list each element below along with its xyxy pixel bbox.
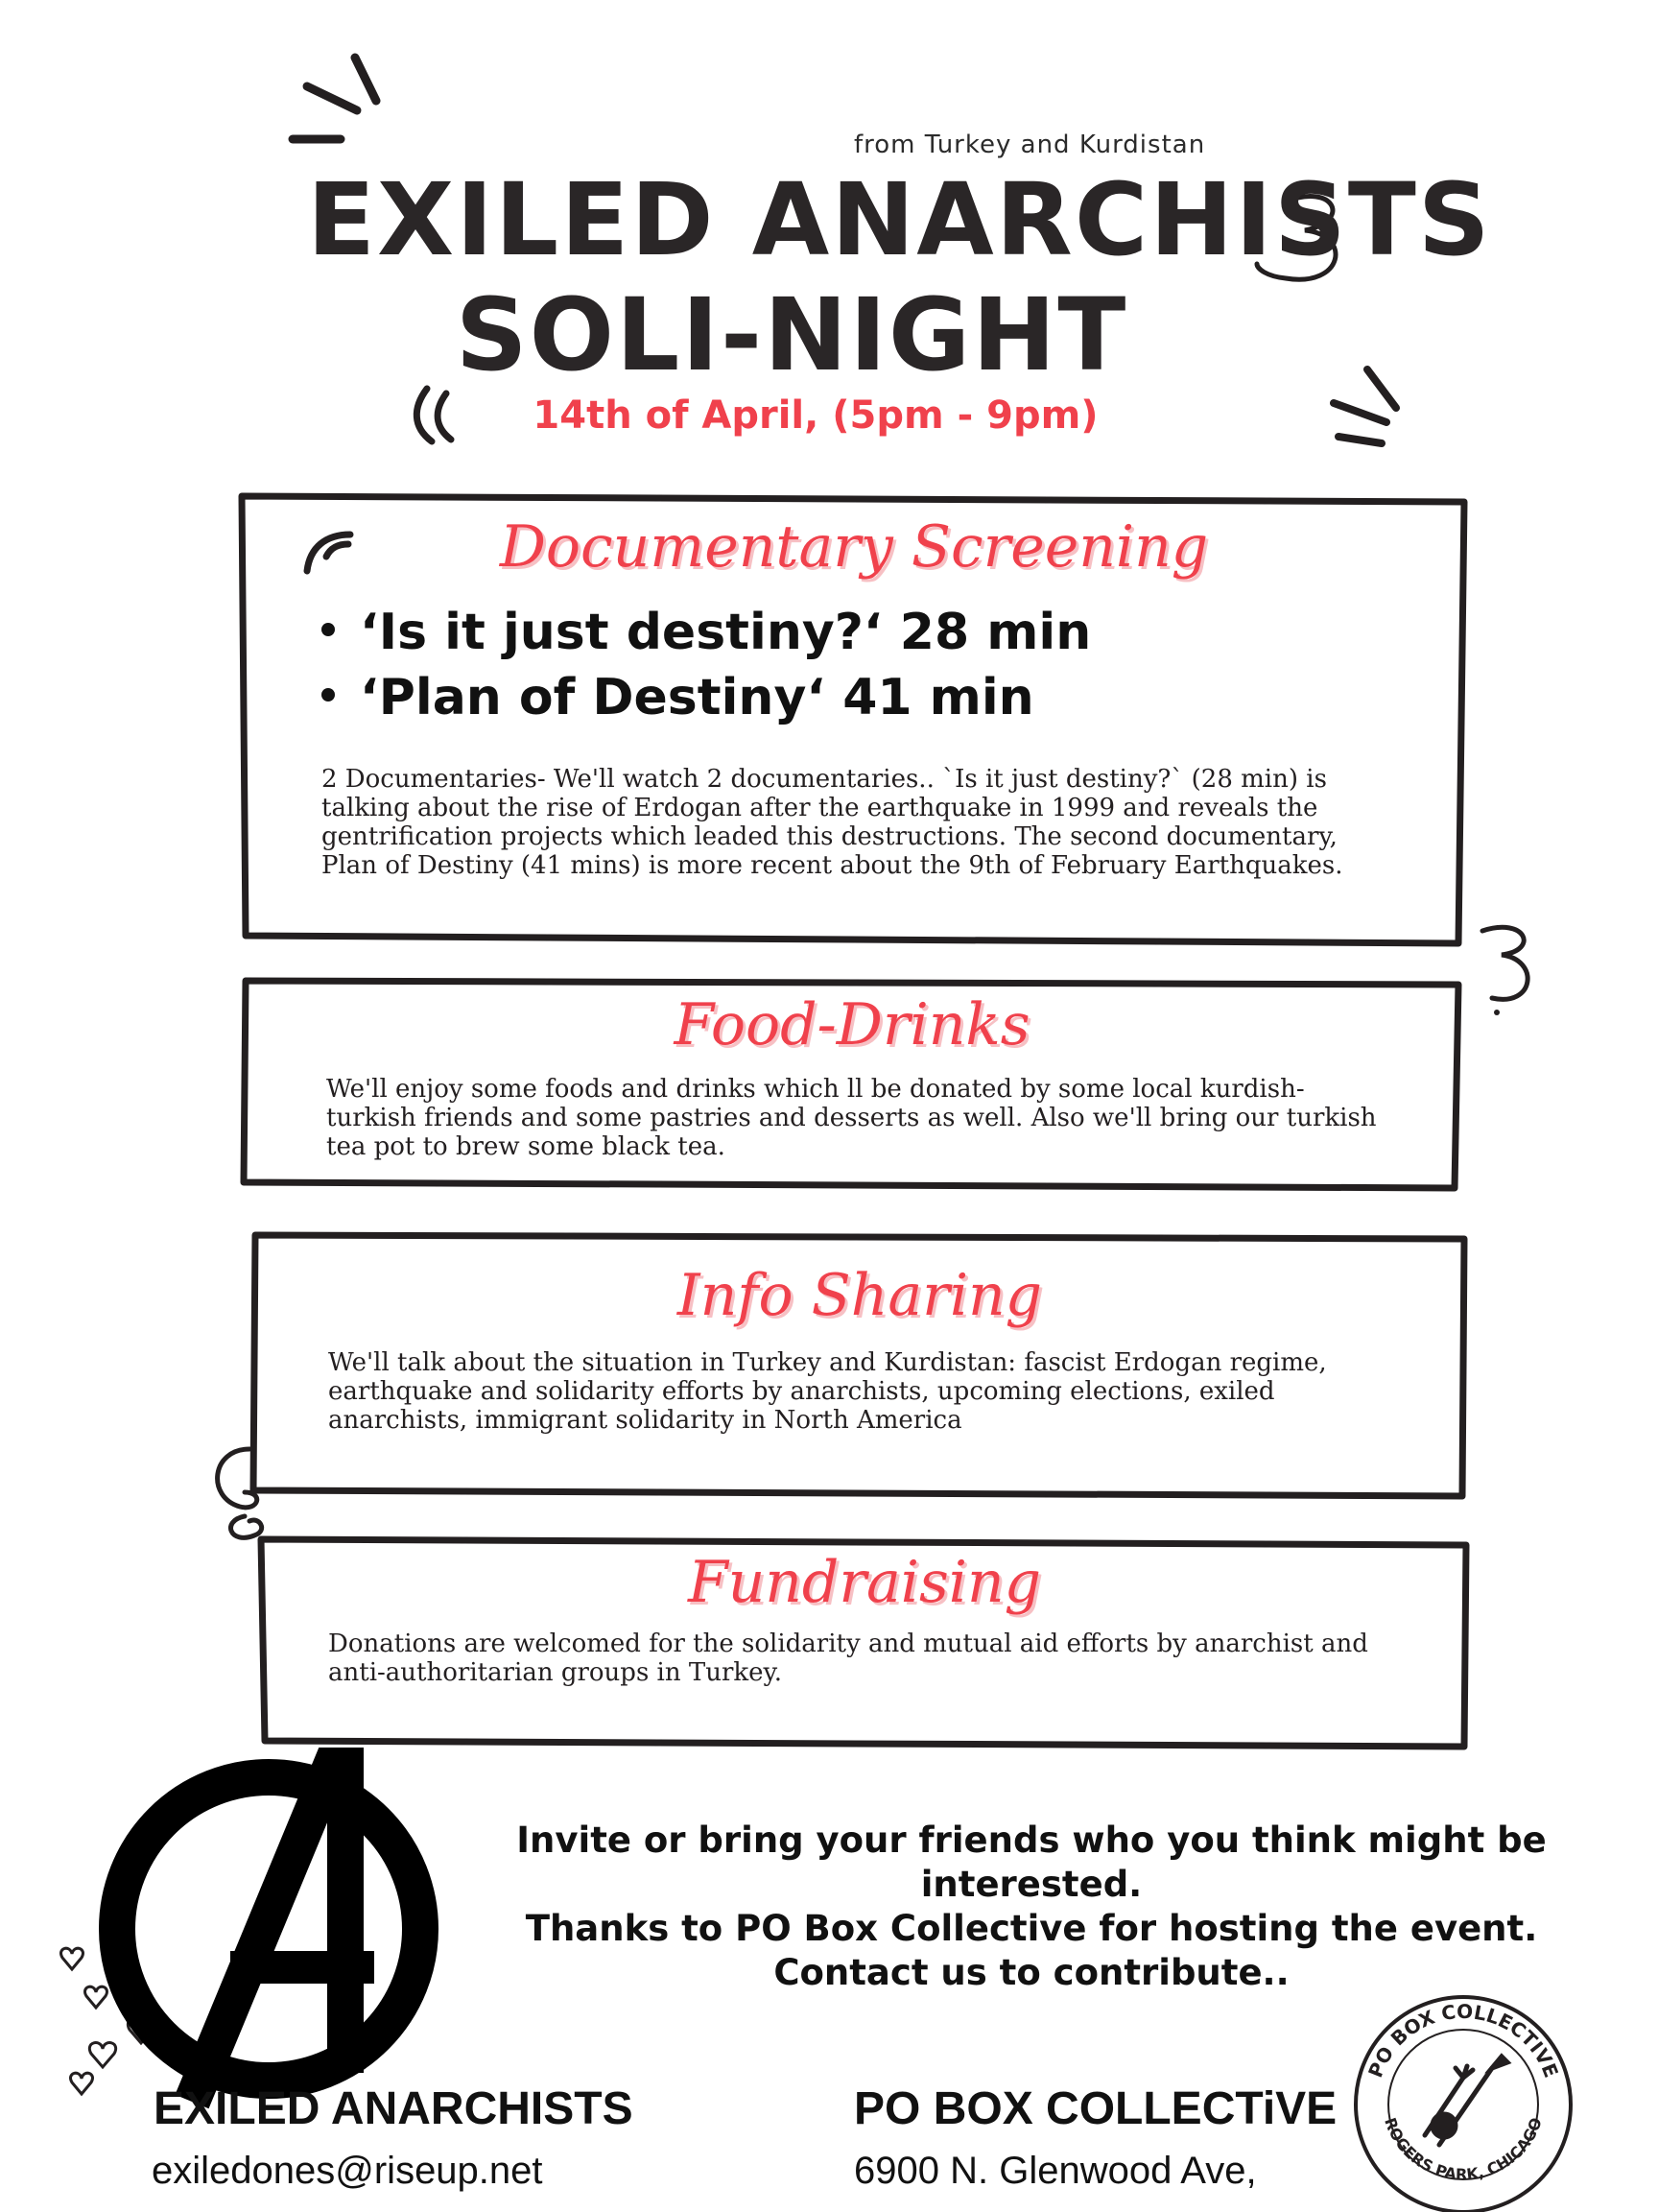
org-exiled-anarchists-name: EXILED ANARCHISTS: [154, 2083, 633, 2134]
documentary-list: [321, 600, 1091, 730]
section-food-drinks: [242, 977, 1462, 1193]
food-drinks-description: We'll enjoy some foods and drinks which ll be donated by some local kurdish-turkish friends and some pastries and desserts as well. Also we'll bring our turkish tea pot to brew some black tea.: [326, 1075, 1377, 1161]
bullet-dot: [321, 688, 335, 702]
footer-note-line: Invite or bring your friends who you think might be: [516, 1820, 1547, 1861]
documentary-item: ‘Plan of Destiny‘ 41 min: [321, 665, 1091, 730]
doodle-strokes-right: [1324, 365, 1420, 451]
doodle-squiggle-mid-right: [1468, 916, 1545, 1022]
footer-note-line: Thanks to PO Box Collective for hosting the event.: [525, 1908, 1538, 1949]
footer-note-line: interested.: [920, 1864, 1143, 1905]
section-info-sharing: [251, 1233, 1468, 1502]
section-fundraising: [259, 1535, 1470, 1751]
section-heading: Food-Drinks: [674, 991, 1030, 1058]
info-sharing-description: We'll talk about the situation in Turkey and Kurdistan: fascist Erdogan regime, earthquake and solidarity efforts by anarchists, upcoming elections, exiled anarchists, immigrant solidarity in North America: [328, 1348, 1327, 1435]
event-origin-subtitle: from Turkey and Kurdistan: [854, 131, 1206, 159]
section-heading: Documentary Screening: [499, 513, 1209, 581]
section-heading: Fundraising: [688, 1549, 1041, 1616]
org-exiled-anarchists-email[interactable]: exiledones@riseup.net: [152, 2150, 543, 2192]
org-po-box-name: PO BOX COLLECTiVE: [854, 2083, 1338, 2134]
footer-note-line: Contact us to contribute..: [773, 1952, 1290, 1993]
seal-top-text: PO BOX COLLECTIVE: [1363, 1999, 1563, 2081]
event-title-line2: SOLI-NIGHT: [455, 276, 1128, 393]
event-title-line1: EXILED ANARCHISTS: [307, 161, 1492, 278]
seal-bottom-text: ROGERS PARK, CHICAGO: [1381, 2115, 1546, 2184]
section-heading: Info Sharing: [676, 1262, 1043, 1329]
documentary-description: 2 Documentaries- We'll watch 2 documentaries.. `Is it just destiny?` (28 min) is talking about the rise of Erdogan after the earthquake in 1999 and reveals the gentrification projects which leaded this destructions. The second documentary, Plan of Destiny (41 mins) is more recent about the 9th of February Earthquakes.: [321, 765, 1343, 880]
documentary-item: ‘Is it just destiny?‘ 28 min: [321, 600, 1091, 665]
bullet-dot: [321, 623, 335, 636]
fundraising-description: Donations are welcomed for the solidarity and mutual aid efforts by anarchist and anti-authoritarian groups in Turkey.: [328, 1629, 1368, 1687]
po-box-collective-seal: [1348, 1991, 1578, 2212]
circle-a-logo: [86, 1747, 451, 2111]
doodle-strokes-top-left: [288, 48, 403, 163]
footer-note: [432, 1819, 1631, 1995]
event-date: 14th of April, (5pm - 9pm): [533, 393, 1099, 438]
org-po-box-address: 6900 N. Glenwood Ave,: [854, 2150, 1257, 2192]
